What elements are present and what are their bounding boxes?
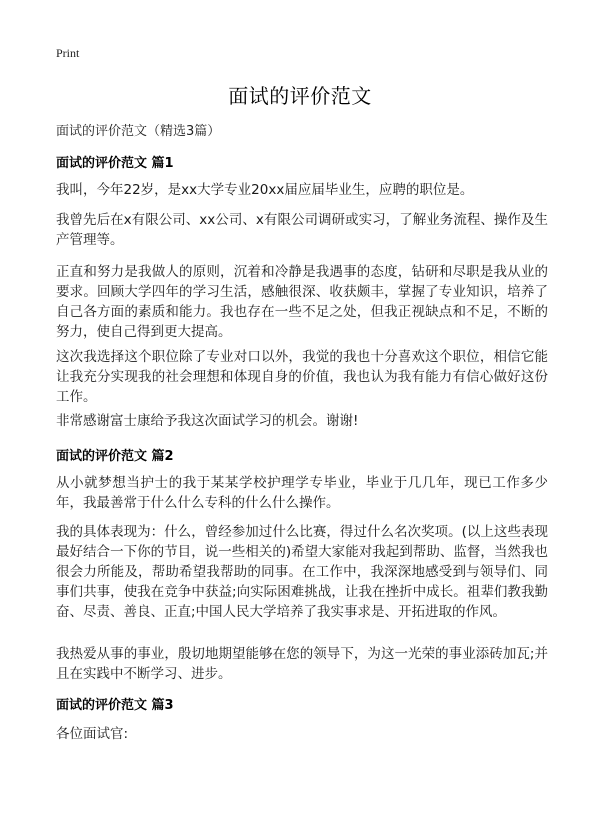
section-heading-2: 面试的评价范文 篇2 [56, 449, 174, 464]
section-1-paragraph-4: 这次我选择这个职位除了专业对口以外，我觉的我也十分喜欢这个职位，相信它能让我充分实现我的社会理想和体现自身的价值，我也认为我有能力有信心做好这份工作。 [56, 349, 548, 405]
section-3-paragraph-1: 各位面试官: [56, 726, 129, 742]
section-2-paragraph-1: 从小就梦想当护士的我于某某学校护理学专毕业，毕业于几几年，现已工作多少年，我最善常于什么什么专科的什么什么操作。 [56, 475, 548, 511]
section-1-paragraph-1: 我叫，今年22岁，是xx大学专业20xx届应届毕业生，应聘的职位是。 [56, 182, 474, 198]
section-1-paragraph-5: 非常感谢富士康给予我这次面试学习的机会。谢谢! [56, 413, 359, 429]
section-2-paragraph-3: 我热爱从事的事业，殷切地期望能够在您的领导下，为这一光荣的事业添砖加瓦;并且在实践中不断学习、进步。 [56, 646, 548, 682]
section-2-paragraph-2: 我的具体表现为：什么，曾经参加过什么比赛，得过什么名次奖项。(以上这些表现最好结合一下你的节目，说一些相关的)希望大家能对我起到帮助、监督，当然我也很会力所能及，帮助希望我帮助的同事。在工作中，我深深地感受到与领导们、同事们共事，使我在竞争中获益;向实际困难挑战，让我在挫折中成长。祖辈们教我勤奋、尽责、善良、正直;中国人民大学培养了我实事求是、开拓进取的作风。 [56, 524, 548, 620]
section-heading-1: 面试的评价范文 篇1 [56, 156, 174, 171]
document-title: 面试的评价范文 [228, 84, 372, 108]
section-1-paragraph-2: 我曾先后在x有限公司、xx公司、x有限公司调研或实习，了解业务流程、操作及生产管理等。 [56, 212, 548, 248]
print-label: Print [56, 46, 80, 60]
section-heading-3: 面试的评价范文 篇3 [56, 698, 174, 713]
document-subtitle: 面试的评价范文（精选3篇） [56, 124, 221, 139]
section-1-paragraph-3: 正直和努力是我做人的原则，沉着和冷静是我遇事的态度，钻研和尽职是我从业的要求。回顾大学四年的学习生活，感触很深、收获颇丰，掌握了专业知识，培养了自己各方面的素质和能力。我也存在一些不足之处，但我正视缺点和不足，不断的努力，使自己得到更大提高。 [56, 264, 548, 340]
